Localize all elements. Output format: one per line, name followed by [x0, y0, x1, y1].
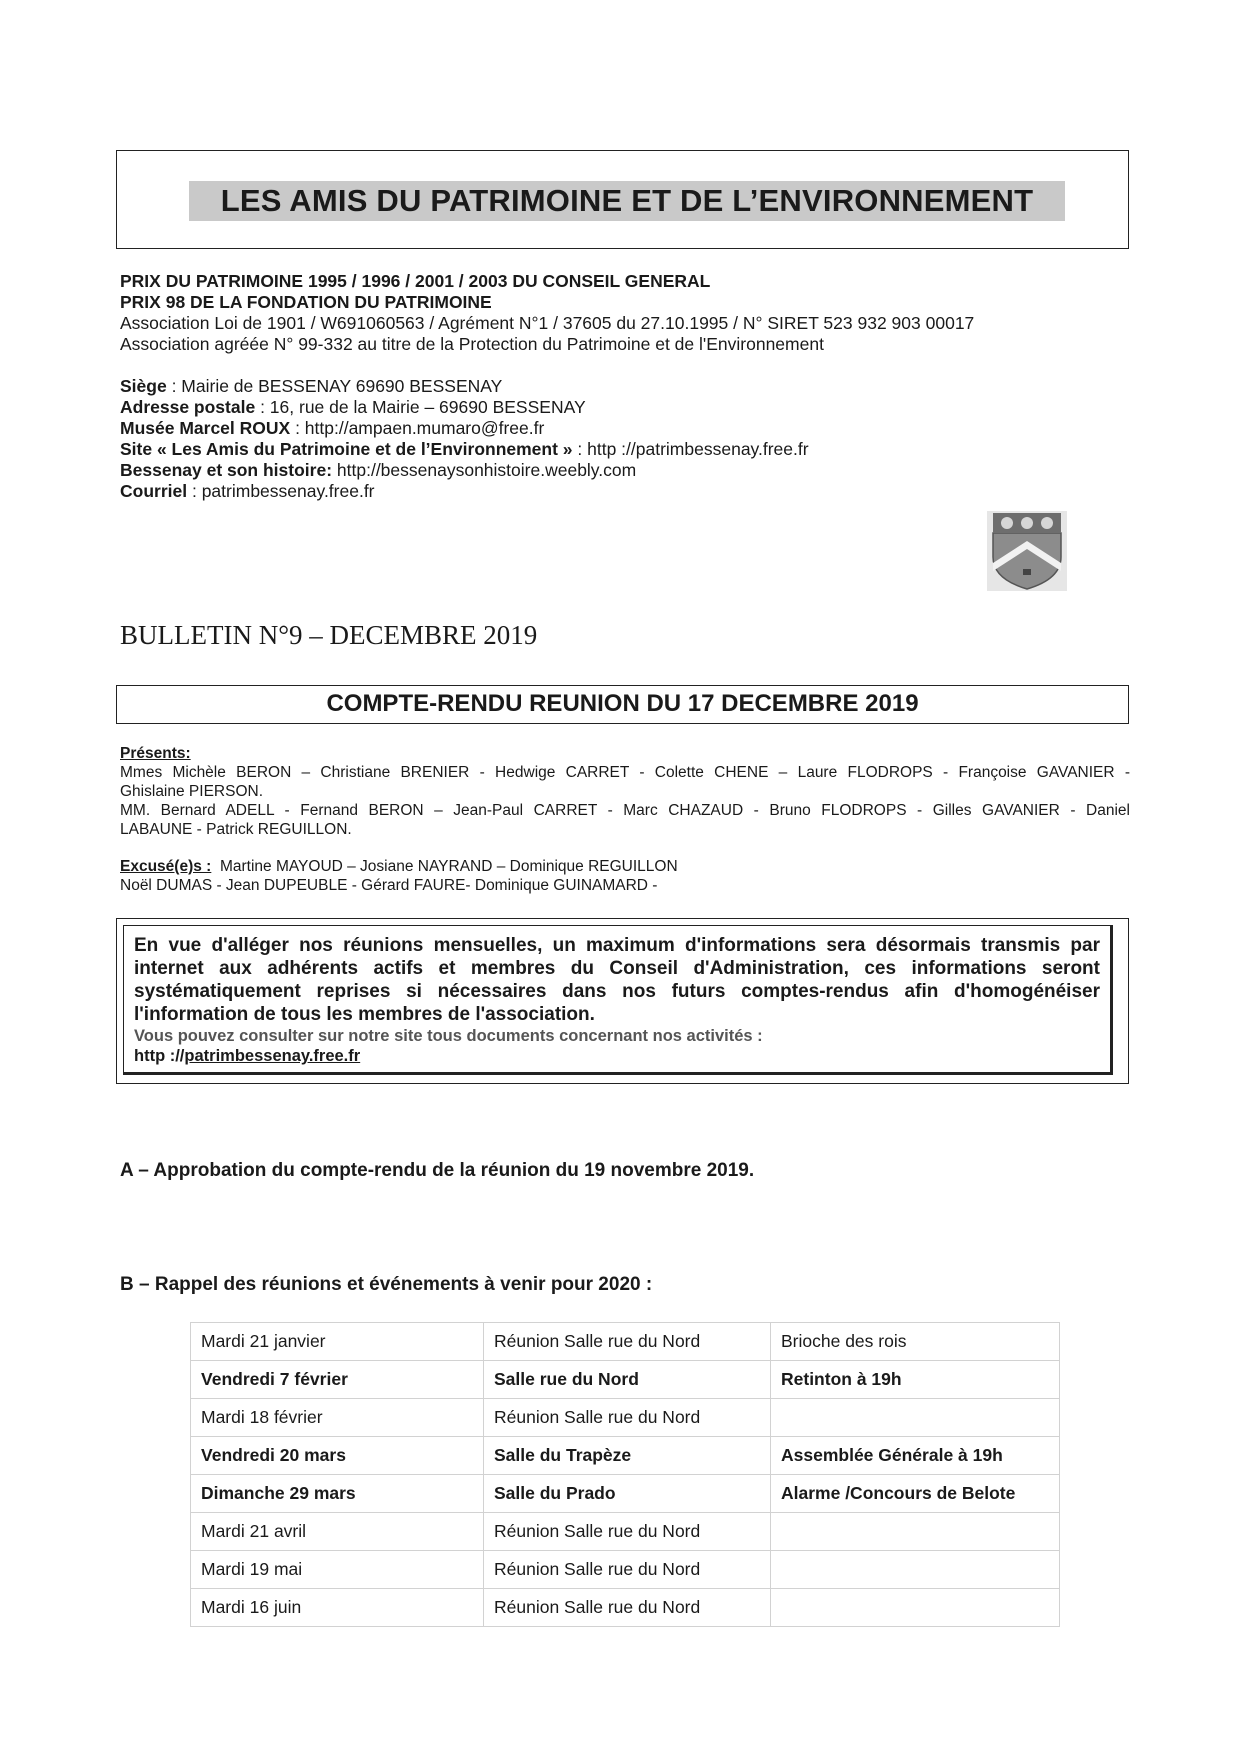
table-row: [191, 1399, 1060, 1437]
present-mmes: Mmes Michèle BERON – Christiane BRENIER - Hedwige CARRET - Colette CHENE – Laure FLODROPS - Françoise GAVANIER -: [120, 764, 1130, 781]
title-box: [116, 150, 1129, 249]
contact-sep: :: [255, 397, 270, 417]
contact-label: Courriel: [120, 481, 188, 501]
event-date-cell: Mardi 18 février: [191, 1399, 484, 1437]
table-row: [191, 1361, 1060, 1399]
attendance-block: [120, 744, 1130, 895]
contact-label: Bessenay et son histoire:: [120, 460, 333, 480]
table-row: [191, 1475, 1060, 1513]
contact-sep: :: [572, 439, 588, 459]
contact-sep: :: [187, 481, 202, 501]
contact-sep: :: [290, 418, 305, 438]
notice-inner: [123, 925, 1113, 1075]
contact-label: Musée Marcel ROUX: [120, 418, 291, 438]
contact-history: [120, 460, 1120, 481]
event-date-cell: Vendredi 20 mars: [191, 1437, 484, 1475]
event-date-cell: Mardi 16 juin: [191, 1589, 484, 1627]
page-title: LES AMIS DU PATRIMOINE ET DE L’ENVIRONNEMENT: [189, 181, 1065, 221]
site-link[interactable]: patrimbessenay.free.fr: [184, 1047, 361, 1065]
event-note-cell: [771, 1589, 1060, 1627]
events-body: [191, 1323, 1060, 1627]
notice-url: [134, 1046, 1100, 1066]
contact-value: Mairie de BESSENAY 69690 BESSENAY: [181, 376, 503, 396]
section-b-heading: B – Rappel des réunions et événements à venir pour 2020 :: [120, 1274, 653, 1295]
event-date-cell: Vendredi 7 février: [191, 1361, 484, 1399]
event-date-cell: Mardi 21 janvier: [191, 1323, 484, 1361]
event-place-cell: Réunion Salle rue du Nord: [484, 1551, 771, 1589]
present-label: Présents:: [120, 745, 191, 762]
event-place-cell: Réunion Salle rue du Nord: [484, 1323, 771, 1361]
present-mmes-cont: Ghislaine PIERSON.: [120, 783, 263, 800]
table-row: [191, 1513, 1060, 1551]
url-prefix: http ://: [134, 1047, 185, 1065]
event-place-cell: Salle rue du Nord: [484, 1361, 771, 1399]
header-info: [120, 271, 1120, 355]
contact-siege: [120, 376, 1120, 397]
contact-email: [120, 481, 1120, 502]
notice-box: [116, 918, 1129, 1084]
event-note-cell: [771, 1513, 1060, 1551]
event-note-cell: Retinton à 19h: [771, 1361, 1060, 1399]
table-row: [191, 1589, 1060, 1627]
notice-subtext: Vous pouvez consulter sur notre site tous documents concernant nos activités :: [134, 1027, 763, 1045]
section-a-heading: A – Approbation du compte-rendu de la réunion du 19 novembre 2019.: [120, 1160, 755, 1181]
contact-block: [120, 376, 1120, 502]
event-place-cell: Réunion Salle rue du Nord: [484, 1399, 771, 1437]
contact-value[interactable]: http ://patrimbessenay.free.fr: [587, 439, 809, 459]
notice-text: En vue d'alléger nos réunions mensuelles, un maximum d'informations sera désormais transmis par internet aux adhérents actifs et membres du Conseil d'Administration, ces informations seront systématiquement reprises si nécessaires dans nos futurs comptes-rendus afin d'homogénéiser l'information de tous les membres de l'association.: [134, 935, 1100, 1025]
present-mm: MM. Bernard ADELL - Fernand BERON – Jean-Paul CARRET - Marc CHAZAUD - Bruno FLODROPS - Gilles GAVANIER - Daniel: [120, 802, 1130, 819]
contact-address: [120, 397, 1120, 418]
contact-museum: [120, 418, 1120, 439]
contact-value[interactable]: http://ampaen.mumaro@free.fr: [304, 418, 545, 438]
event-place-cell: Réunion Salle rue du Nord: [484, 1589, 771, 1627]
bulletin-number: BULLETIN N°9 – DECEMBRE 2019: [120, 620, 538, 650]
events-table: [190, 1322, 1060, 1627]
excused-label: Excusé(e)s :: [120, 858, 212, 875]
contact-label: Adresse postale: [120, 397, 256, 417]
event-note-cell: Assemblée Générale à 19h: [771, 1437, 1060, 1475]
event-place-cell: Salle du Prado: [484, 1475, 771, 1513]
report-title: COMPTE-RENDU REUNION DU 17 DECEMBRE 2019: [116, 685, 1129, 724]
contact-value[interactable]: patrimbessenay.free.fr: [201, 481, 375, 501]
contact-label: Siège: [120, 376, 167, 396]
event-date-cell: Mardi 19 mai: [191, 1551, 484, 1589]
event-note-cell: Brioche des rois: [771, 1323, 1060, 1361]
event-note-cell: Alarme /Concours de Belote: [771, 1475, 1060, 1513]
coat-of-arms-icon: [987, 511, 1067, 591]
contact-value: 16, rue de la Mairie – 69690 BESSENAY: [269, 397, 586, 417]
excused-line: Noël DUMAS - Jean DUPEUBLE - Gérard FAURE- Dominique GUINAMARD -: [120, 877, 658, 894]
table-row: [191, 1323, 1060, 1361]
prize-line: PRIX 98 DE LA FONDATION DU PATRIMOINE: [120, 292, 492, 312]
event-date-cell: Mardi 21 avril: [191, 1513, 484, 1551]
present-mm-cont: LABAUNE - Patrick REGUILLON.: [120, 821, 352, 838]
contact-value[interactable]: http://bessenaysonhistoire.weebly.com: [336, 460, 637, 480]
excused-line: Martine MAYOUD – Josiane NAYRAND – Dominique REGUILLON: [219, 858, 678, 875]
event-place-cell: Salle du Trapèze: [484, 1437, 771, 1475]
event-note-cell: [771, 1399, 1060, 1437]
prize-line: PRIX DU PATRIMOINE 1995 / 1996 / 2001 / 2003 DU CONSEIL GENERAL: [120, 271, 711, 291]
event-note-cell: [771, 1551, 1060, 1589]
table-row: [191, 1437, 1060, 1475]
event-date-cell: Dimanche 29 mars: [191, 1475, 484, 1513]
contact-label: Site « Les Amis du Patrimoine et de l’Environnement »: [120, 439, 573, 459]
table-row: [191, 1551, 1060, 1589]
association-line: Association agréée N° 99-332 au titre de la Protection du Patrimoine et de l'Environnement: [120, 334, 824, 354]
association-line: Association Loi de 1901 / W691060563 / Agrément N°1 / 37605 du 27.10.1995 / N° SIRET 523 932 903 00017: [120, 313, 975, 333]
contact-sep: :: [166, 376, 182, 396]
contact-site: [120, 439, 1120, 460]
event-place-cell: Réunion Salle rue du Nord: [484, 1513, 771, 1551]
